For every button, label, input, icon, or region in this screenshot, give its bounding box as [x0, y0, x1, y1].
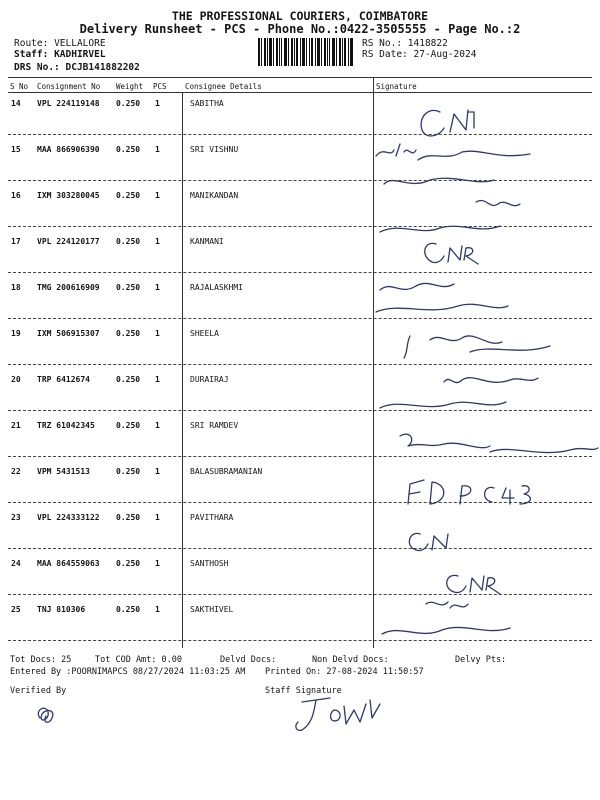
drs-line [14, 62, 140, 73]
table-header-rule [8, 92, 592, 93]
row-consignee: SRI VISHNU [190, 145, 239, 154]
col-sno: S No [10, 82, 29, 91]
row-consignee: SHEELA [190, 329, 219, 338]
row-pcs: 1 [155, 237, 160, 246]
row-consignment-no: TRZ 61042345 [37, 421, 95, 430]
col-pcs: PCS [153, 82, 167, 91]
row-sno: 24 [11, 559, 21, 568]
printed-on: Printed On: 27-08-2024 11:50:57 [265, 667, 424, 677]
delivered-docs: Delvd Docs: [220, 655, 277, 665]
row-weight: 0.250 [116, 191, 141, 200]
verifier-signature [30, 700, 70, 730]
runsheet-title: Delivery Runsheet - PCS - Phone No.:0422-3505555 - Page No.:2 [79, 22, 521, 36]
row-consignee: SAKTHIVEL [190, 605, 234, 614]
row-pcs: 1 [155, 283, 160, 292]
rs-no-label: RS No.: [362, 38, 403, 49]
col-signature: Signature [376, 82, 417, 91]
row-pcs: 1 [155, 559, 160, 568]
col-weight: Weight [116, 82, 144, 91]
staff-value: KADHIRVEL [54, 49, 106, 60]
row-consignee: BALASUBRAMANIAN [190, 467, 263, 476]
row-pcs: 1 [155, 329, 160, 338]
rs-date-line [362, 49, 476, 60]
entered-by: Entered By :POORNIMAPCS 08/27/2024 11:03:25 AM [10, 667, 246, 677]
row-weight: 0.250 [116, 559, 141, 568]
route-label: Route: [14, 38, 49, 49]
row-sno: 15 [11, 145, 21, 154]
row-consignee: SRI RAMDEV [190, 421, 239, 430]
row-weight: 0.250 [116, 145, 141, 154]
rs-date-label: RS Date: [362, 49, 408, 60]
drs-value: DCJB141882202 [65, 62, 140, 73]
row-sno: 17 [11, 237, 21, 246]
staff-line [14, 49, 106, 60]
drs-label: DRS No.: [14, 62, 60, 73]
row-sno: 16 [11, 191, 21, 200]
total-docs: Tot Docs: 25 [10, 655, 72, 665]
row-consignment-no: VPL 224333122 [37, 513, 100, 522]
rs-date-value: 27-Aug-2024 [413, 49, 477, 60]
row-pcs: 1 [155, 375, 160, 384]
row-pcs: 1 [155, 191, 160, 200]
row-consignment-no: IXM 303280045 [37, 191, 100, 200]
row-consignee: DURAIRAJ [190, 375, 229, 384]
row-consignee: MANIKANDAN [190, 191, 239, 200]
row-sno: 19 [11, 329, 21, 338]
row-sno: 14 [11, 99, 21, 108]
verified-by-label: Verified By [10, 686, 67, 696]
consignee-divider [182, 92, 183, 648]
row-weight: 0.250 [116, 467, 141, 476]
row-consignee: PAVITHARA [190, 513, 234, 522]
row-consignee: RAJALASKHMI [190, 283, 243, 292]
delivery-points: Delvy Pts: [455, 655, 507, 665]
col-consignee: Consignee Details [185, 82, 262, 91]
row-consignee: SANTHOSH [190, 559, 229, 568]
row-sno: 18 [11, 283, 21, 292]
row-pcs: 1 [155, 145, 160, 154]
row-consignment-no: TRP 6412674 [37, 375, 90, 384]
non-delivered-docs: Non Delvd Docs: [312, 655, 389, 665]
row-weight: 0.250 [116, 375, 141, 384]
row-pcs: 1 [155, 513, 160, 522]
row-weight: 0.250 [116, 237, 141, 246]
row-weight: 0.250 [116, 421, 141, 430]
row-weight: 0.250 [116, 329, 141, 338]
staff-label: Staff: [14, 49, 49, 60]
handwritten-signatures [370, 100, 600, 660]
row-sno: 22 [11, 467, 21, 476]
col-consignment: Consignment No [37, 82, 101, 91]
row-consignment-no: MAA 866906390 [37, 145, 100, 154]
row-sno: 25 [11, 605, 21, 614]
staff-signature-label: Staff Signature [265, 686, 342, 696]
row-consignee: SABITHA [190, 99, 224, 108]
row-sno: 23 [11, 513, 21, 522]
row-consignment-no: TNJ 810306 [37, 605, 86, 614]
row-pcs: 1 [155, 99, 160, 108]
row-sno: 20 [11, 375, 21, 384]
route-line [14, 38, 106, 49]
row-weight: 0.250 [116, 513, 141, 522]
row-sno: 21 [11, 421, 21, 430]
row-weight: 0.250 [116, 283, 141, 292]
barcode-icon [258, 38, 354, 66]
row-consignee: KANMANI [190, 237, 224, 246]
row-pcs: 1 [155, 467, 160, 476]
row-consignment-no: VPL 224119148 [37, 99, 100, 108]
company-name: THE PROFESSIONAL COURIERS, COIMBATORE [171, 9, 429, 23]
route-value: VELLALORE [54, 38, 106, 49]
total-cod-amount: Tot COD Amt: 0.00 [95, 655, 182, 665]
row-consignment-no: MAA 864559063 [37, 559, 100, 568]
row-pcs: 1 [155, 421, 160, 430]
staff-signature [290, 690, 390, 740]
row-weight: 0.250 [116, 99, 141, 108]
rs-no-value: 1418822 [407, 38, 448, 49]
table-top-rule [8, 77, 592, 78]
row-consignment-no: VPL 224120177 [37, 237, 100, 246]
row-consignment-no: TMG 200616909 [37, 283, 100, 292]
row-weight: 0.250 [116, 605, 141, 614]
row-pcs: 1 [155, 605, 160, 614]
row-consignment-no: VPM 5431513 [37, 467, 90, 476]
row-consignment-no: IXM 506915307 [37, 329, 100, 338]
rs-no-line [362, 38, 448, 49]
